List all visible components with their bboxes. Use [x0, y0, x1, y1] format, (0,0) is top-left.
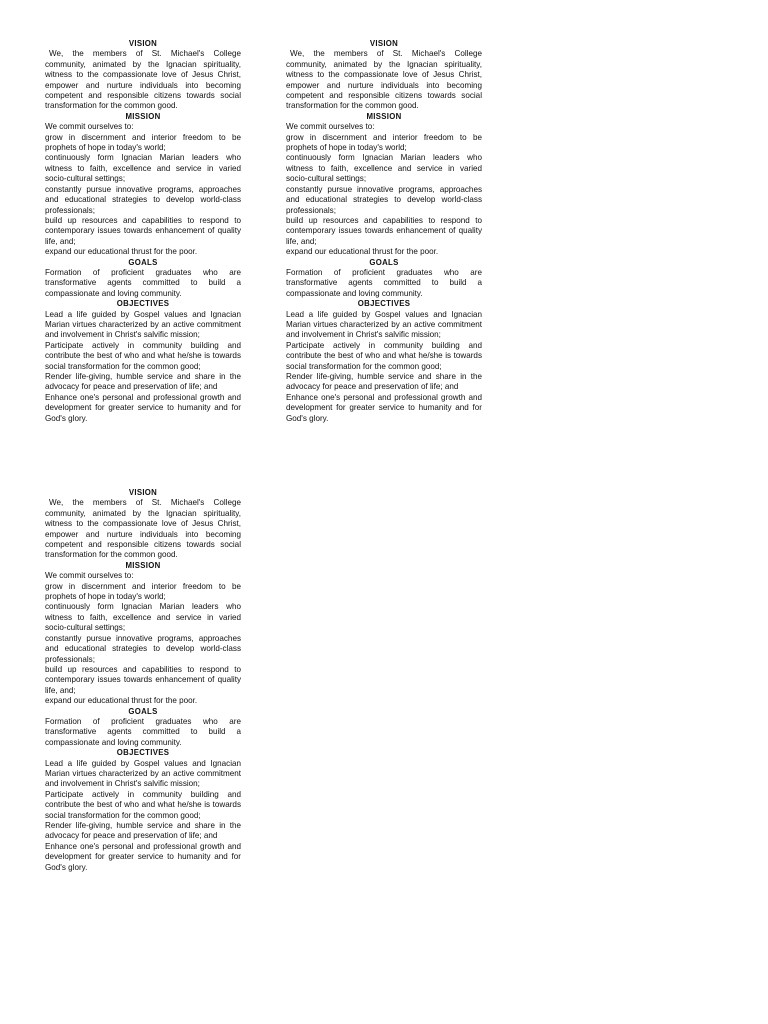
- mission-item: continuously form Ignacian Marian leaders who witness to faith, excellence and service in varied socio-cultural settings;: [45, 153, 241, 184]
- objective-item: Render life-giving, humble service and share in the advocacy for peace and preservation of life; and: [45, 372, 241, 392]
- vision-heading: VISION: [369, 39, 399, 48]
- goals-text: Formation of proficient graduates who are transformative agents committed to build a compassionate and loving community.: [45, 716, 241, 747]
- mission-intro: We commit ourselves to:: [45, 122, 134, 132]
- vision-text: We, the members of St. Michael's College community, animated by the Ignacian spirituality, witness to the compassionate love of Jesus Christ, empower and nurture individuals into becoming competent and responsible citizens towards social transformation for the common good.: [45, 49, 241, 111]
- mission-item: grow in discernment and interior freedom to be prophets of hope in today's world;: [45, 132, 241, 153]
- objective-item: Enhance one's personal and professional growth and development for greater service to humanity and for God's glory.: [45, 841, 241, 872]
- mission-item: constantly pursue innovative programs, approaches and educational strategies to develop world-class professionals;: [286, 184, 482, 215]
- objective-item: Participate actively in community building and contribute the best of who and what he/she is towards social transformation for the common good;: [286, 340, 482, 371]
- vmgo-block-bottom-left: [45, 488, 241, 873]
- mission-item: build up resources and capabilities to respond to contemporary issues towards enhancement of quality life, and;: [45, 664, 241, 695]
- mission-heading: MISSION: [125, 111, 161, 121]
- objective-item: Enhance one's personal and professional growth and development for greater service to humanity and for God's glory.: [286, 392, 482, 423]
- mission-intro: We commit ourselves to:: [45, 571, 134, 581]
- objective-item: Lead a life guided by Gospel values and Ignacian Marian virtues characterized by an active commitment and involvement in Christ's salvific mission;: [286, 309, 482, 340]
- objective-item: Participate actively in community building and contribute the best of who and what he/she is towards social transformation for the common good;: [45, 340, 241, 371]
- mission-item: grow in discernment and interior freedom to be prophets of hope in today's world;: [286, 132, 482, 153]
- mission-item: constantly pursue innovative programs, approaches and educational strategies to develop world-class professionals;: [45, 633, 241, 664]
- mission-item: continuously form Ignacian Marian leaders who witness to faith, excellence and service in varied socio-cultural settings;: [45, 602, 241, 633]
- mission-heading: MISSION: [125, 560, 161, 570]
- objective-item: Render life-giving, humble service and share in the advocacy for peace and preservation of life; and: [286, 372, 482, 392]
- vmgo-block-top-right: [286, 39, 482, 424]
- objective-item: Lead a life guided by Gospel values and Ignacian Marian virtues characterized by an active commitment and involvement in Christ's salvific mission;: [45, 758, 241, 789]
- objective-item: Render life-giving, humble service and share in the advocacy for peace and preservation of life; and: [45, 821, 241, 841]
- vision-heading: VISION: [128, 39, 158, 48]
- mission-item: constantly pursue innovative programs, approaches and educational strategies to develop world-class professionals;: [45, 184, 241, 215]
- objectives-heading: OBJECTIVES: [116, 299, 170, 309]
- mission-item: expand our educational thrust for the poor.: [286, 247, 439, 257]
- vision-text: We, the members of St. Michael's College community, animated by the Ignacian spirituality, witness to the compassionate love of Jesus Christ, empower and nurture individuals into becoming competent and responsible citizens towards social transformation for the common good.: [45, 498, 241, 560]
- objectives-heading: OBJECTIVES: [357, 299, 411, 309]
- mission-item: continuously form Ignacian Marian leaders who witness to faith, excellence and service in varied socio-cultural settings;: [286, 153, 482, 184]
- objective-item: Lead a life guided by Gospel values and Ignacian Marian virtues characterized by an active commitment and involvement in Christ's salvific mission;: [45, 309, 241, 340]
- mission-item: grow in discernment and interior freedom to be prophets of hope in today's world;: [45, 581, 241, 602]
- objective-item: Enhance one's personal and professional growth and development for greater service to humanity and for God's glory.: [45, 392, 241, 423]
- mission-item: build up resources and capabilities to respond to contemporary issues towards enhancement of quality life, and;: [286, 215, 482, 246]
- goals-heading: GOALS: [369, 257, 399, 267]
- goals-heading: GOALS: [128, 706, 158, 716]
- objectives-heading: OBJECTIVES: [116, 748, 170, 758]
- vision-text: We, the members of St. Michael's College community, animated by the Ignacian spirituality, witness to the compassionate love of Jesus Christ, empower and nurture individuals into becoming competent and responsible citizens towards social transformation for the common good.: [286, 49, 482, 111]
- mission-item: expand our educational thrust for the poor.: [45, 247, 198, 257]
- mission-item: expand our educational thrust for the poor.: [45, 696, 198, 706]
- mission-heading: MISSION: [366, 111, 402, 121]
- vision-heading: VISION: [128, 488, 158, 497]
- vmgo-block-top-left: [45, 39, 241, 424]
- mission-intro: We commit ourselves to:: [286, 122, 375, 132]
- goals-text: Formation of proficient graduates who are transformative agents committed to build a compassionate and loving community.: [45, 267, 241, 298]
- mission-item: build up resources and capabilities to respond to contemporary issues towards enhancement of quality life, and;: [45, 215, 241, 246]
- goals-text: Formation of proficient graduates who are transformative agents committed to build a compassionate and loving community.: [286, 267, 482, 298]
- objective-item: Participate actively in community building and contribute the best of who and what he/she is towards social transformation for the common good;: [45, 789, 241, 820]
- goals-heading: GOALS: [128, 257, 158, 267]
